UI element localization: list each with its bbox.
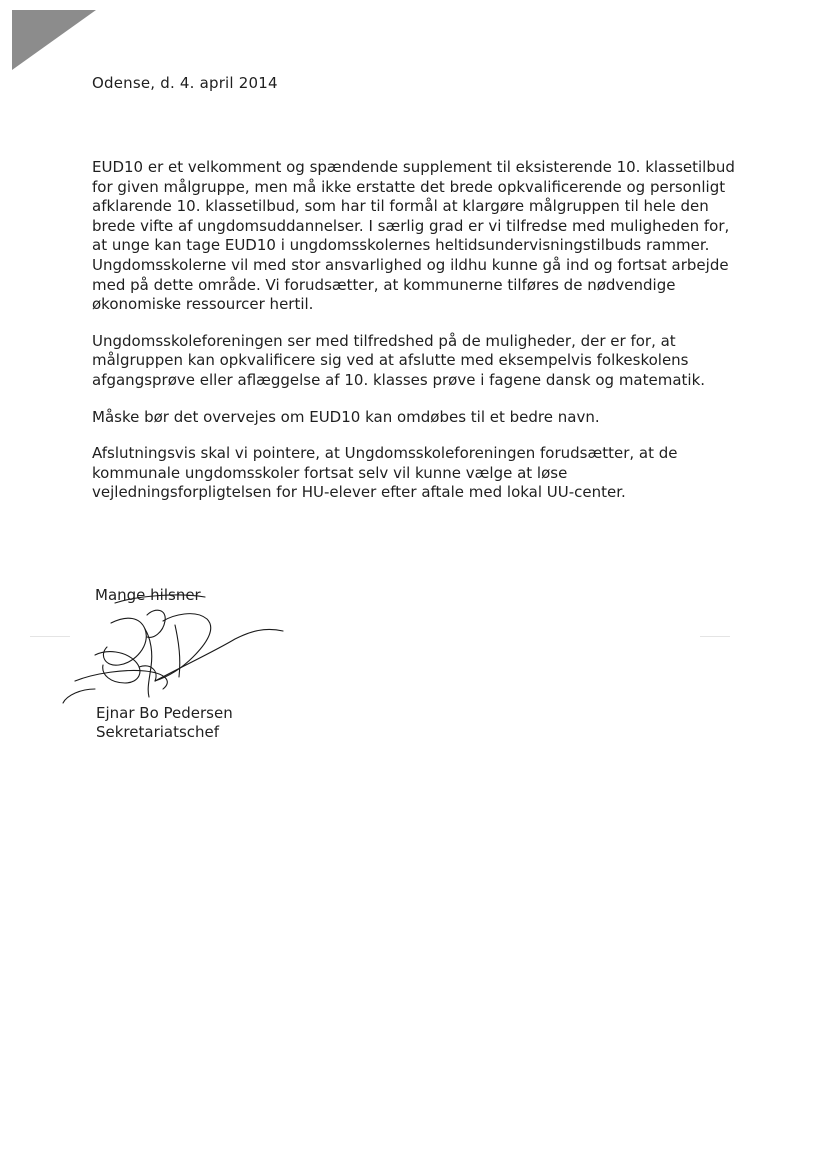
body-paragraph-1: EUD10 er et velkomment og spændende supplement til eksisterende 10. klassetilbud for given målgruppe, men må ikke erstatte det brede opkvalificerende og personligt afklarende 10. klassetilbud, som har til formål at klargøre målgruppen til hele den brede vifte af ungdomsuddannelser. I særlig grad er vi tilfredse med muligheden for, at unge kan tage EUD10 i ungdomsskolernes heltidsundervisningstilbuds rammer. Ungdomsskolerne vil med stor ansvarlighed og ildhu kunne gå ind og fortsat arbejde med på dette område. Vi forudsætter, at kommunerne tilføres de nødvendige økonomiske ressourcer hertil. (92, 158, 735, 314)
folded-corner-mark (12, 10, 96, 70)
scan-artifact-line-right (700, 636, 730, 637)
signer-name: Ejnar Bo Pedersen (96, 704, 233, 722)
body-paragraph-3: Måske bør det overvejes om EUD10 kan omdøbes til et bedre navn. (92, 407, 600, 426)
signer-title: Sekretariatschef (96, 723, 220, 741)
closing-greeting: Mange hilsner (95, 586, 201, 604)
body-paragraph-2: Ungdomsskoleforeningen ser med tilfredshed på de muligheder, der er for, at målgruppen kan opkvalificere sig ved at afslutte med eksempelvis folkeskolens afgangsprøve eller aflæggelse af 10. klasses prøve i fagene dansk og matematik. (92, 331, 706, 389)
body-paragraph-4: Afslutningsvis skal vi pointere, at Ungdomsskoleforeningen forudsætter, at de kommunale ungdomsskoler fortsat selv vil kunne vælge at løse vejledningsforpligtelsen for HU-elever efter aftale med lokal UU-center. (92, 444, 678, 502)
scan-artifact-line-left (30, 636, 70, 637)
letter-body (92, 158, 742, 520)
date-line: Odense, d. 4. april 2014 (92, 74, 278, 92)
